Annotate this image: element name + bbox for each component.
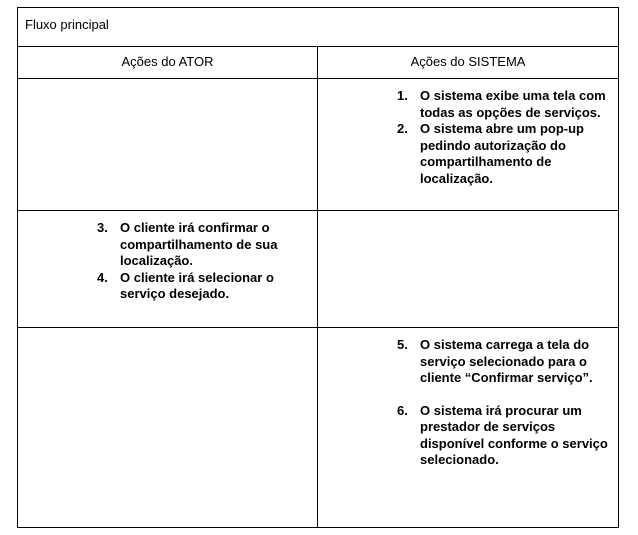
table-title-cell: [18, 8, 619, 47]
system-steps-list: [318, 337, 618, 469]
step-text: O sistema abre um pop-up pedindo autorização do compartilhamento de localização.: [420, 121, 584, 186]
list-spacer: [318, 387, 618, 403]
table-row: [18, 328, 619, 528]
step-number: 5.: [397, 337, 408, 352]
table-row: [18, 211, 619, 328]
actor-cell: [18, 211, 318, 328]
step-text: O cliente irá selecionar o serviço desejado.: [120, 269, 274, 301]
system-cell-empty: [318, 211, 619, 328]
list-item: [318, 88, 618, 121]
list-item: [318, 337, 618, 387]
main-flow-table: [17, 7, 619, 528]
step-number: 4.: [97, 269, 108, 285]
step-number: 6.: [397, 402, 408, 418]
step-number: 2.: [397, 121, 408, 136]
system-steps-list: [318, 88, 618, 187]
step-text: O cliente irá confirmar o compartilhamento de sua localização.: [120, 220, 278, 268]
header-system: Ações do SISTEMA: [318, 47, 619, 79]
step-text: O sistema irá procurar um prestador de serviços disponível conforme o serviço selecionado.: [420, 402, 608, 467]
table-title: Fluxo principal: [25, 17, 109, 32]
step-text: O sistema carrega a tela do serviço selecionado para o cliente “Confirmar serviço”.: [420, 337, 593, 385]
title-row: [18, 8, 619, 47]
system-cell: [318, 328, 619, 528]
system-cell: [318, 79, 619, 211]
actor-cell-empty: [18, 79, 318, 211]
header-actor: Ações do ATOR: [18, 47, 318, 79]
table-row: [18, 79, 619, 211]
step-number: 3.: [97, 220, 108, 235]
actor-steps-list: [18, 220, 317, 303]
list-item: [318, 121, 618, 187]
header-row: [18, 47, 619, 79]
step-text: O sistema exibe uma tela com todas as opções de serviços.: [420, 88, 606, 120]
list-item: [318, 403, 618, 469]
actor-cell-empty: [18, 328, 318, 528]
list-item: [18, 270, 317, 303]
list-item: [18, 220, 317, 270]
step-number: 1.: [397, 88, 408, 103]
